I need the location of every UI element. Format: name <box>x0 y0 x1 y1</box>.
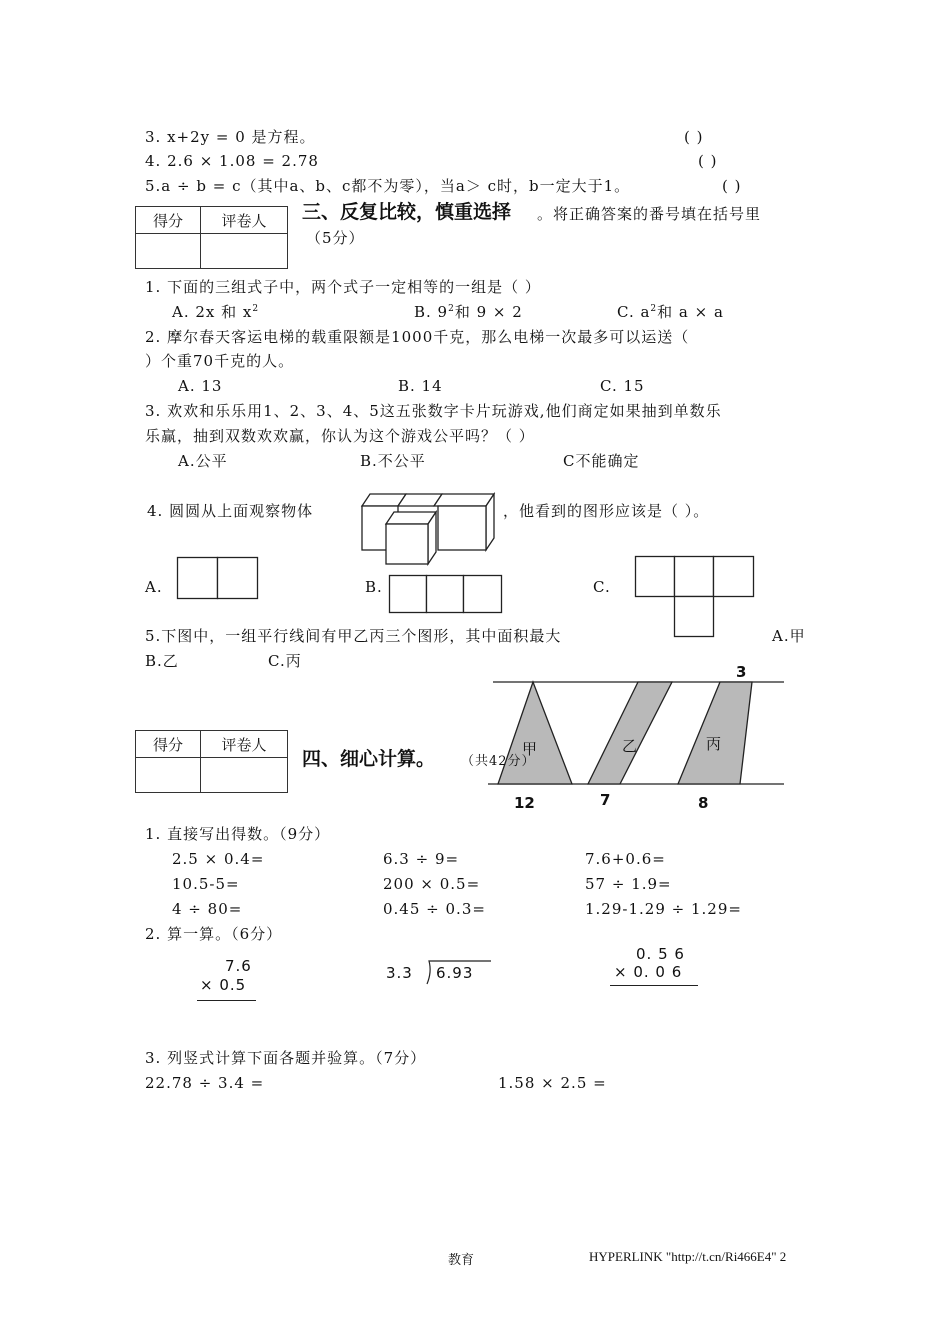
label-bottom-8: 8 <box>698 794 709 812</box>
judge-q3: 3. x+2y = 0 是方程。 <box>145 128 316 146</box>
div-divisor: 3.3 <box>386 964 413 982</box>
s4-q1-item: 0.45 ÷ 0.3= <box>383 900 486 918</box>
s3-q5-option-c: C.丙 <box>268 652 302 670</box>
s3-q4-option-b: B. <box>365 578 383 596</box>
s4-q1-item: 4 ÷ 80= <box>172 900 243 918</box>
section3-instruction: 。将正确答案的番号填在括号里 <box>537 205 762 223</box>
mult1-bottom: × 0.5 <box>200 976 247 994</box>
cubes-figure <box>358 494 498 564</box>
mult2-top: 0. 5 6 <box>636 945 685 963</box>
shape-bing <box>678 682 752 784</box>
div-dividend: 6.93 <box>436 964 474 982</box>
s4-q1-item: 200 × 0.5= <box>383 875 481 893</box>
shape-yi <box>588 682 672 784</box>
judge-q4: 4. 2.6 × 1.08 = 2.78 <box>145 152 319 170</box>
s3-q5-line1: 5.下图中，一组平行线间有甲乙丙三个图形，其中面积最大 <box>145 627 562 645</box>
s3-q2-option-c: C. 15 <box>600 377 645 395</box>
s3-q1-c-sup: 2 <box>650 304 658 314</box>
judge-q5-paren[interactable]: ( ) <box>722 177 742 195</box>
s3-q4-pre: 4. 圆圆从上面观察物体 <box>147 502 314 520</box>
score-cell[interactable] <box>136 234 201 269</box>
s4-q1-item: 6.3 ÷ 9= <box>383 850 460 868</box>
footer-hyperlink[interactable]: HYPERLINK "http://t.cn/Ri466E4" 2 <box>589 1249 787 1264</box>
section4-title: 四、细心计算。 <box>302 748 436 770</box>
s4-q1-title: 1. 直接写出得数。（9分） <box>145 825 331 843</box>
score-table-1 <box>135 206 288 269</box>
s3-q1-c-text: C. a <box>617 303 651 321</box>
s3-q4-post: ，他看到的图形应该是（ ）。 <box>503 502 710 520</box>
s3-q2-line1: 2. 摩尔春天客运电梯的载重限额是1000千克，那么电梯一次最多可以运送（ <box>145 328 690 346</box>
label-bottom-7: 7 <box>600 791 611 809</box>
s3-q1-c-rest: 和 a × a <box>657 303 724 321</box>
s4-q2-title: 2. 算一算。（6分） <box>145 925 283 943</box>
s3-q1-b-sup: 2 <box>448 304 455 314</box>
s3-q1-option-b <box>414 302 523 322</box>
label-top-3: 3 <box>736 663 747 681</box>
footer-left: 教育 <box>448 1252 475 1267</box>
judge-q4-paren[interactable]: ( ) <box>698 152 718 170</box>
s3-q1-option-c <box>617 302 724 322</box>
s4-q1-item: 1.29-1.29 ÷ 1.29= <box>585 900 742 918</box>
score-label: 得分 <box>136 731 201 758</box>
mult2-bottom: × 0. 0 6 <box>614 963 683 981</box>
s3-q2-line2: ）个重70千克的人。 <box>145 352 295 370</box>
section4-points: （共42分） <box>461 754 536 769</box>
score-table-2 <box>135 730 288 793</box>
label-bottom-12: 12 <box>514 794 535 812</box>
s3-q3-option-a: A.公平 <box>178 452 228 470</box>
s3-q1-b-rest: 和 9 × 2 <box>454 303 523 321</box>
section3-title: 三、反复比较，慎重选择 <box>302 201 512 223</box>
option-b-shape <box>389 575 503 613</box>
s4-q1-item: 2.5 × 0.4= <box>172 850 265 868</box>
label-bing: 丙 <box>706 735 722 753</box>
option-c-shape <box>635 556 755 638</box>
option-a-shape <box>177 557 259 599</box>
score-label: 得分 <box>136 207 201 234</box>
s3-q1-a-text: A. 2x 和 x <box>172 303 253 321</box>
judge-q3-paren[interactable]: ( ) <box>684 128 704 146</box>
s3-q2-option-a: A. 13 <box>178 377 223 395</box>
s4-q3-a: 22.78 ÷ 3.4 = <box>145 1074 265 1092</box>
s3-q4-option-a: A. <box>145 578 163 596</box>
s3-q3-line2: 乐赢，抽到双数欢欢赢，你认为这个游戏公平吗？（ ） <box>145 427 535 445</box>
s3-q1-a-sup: 2 <box>252 304 260 314</box>
s3-q3-option-b: B.不公平 <box>360 452 426 470</box>
s3-q1-b-text: B. 9 <box>414 303 449 321</box>
s3-q2-option-b: B. 14 <box>398 377 443 395</box>
s4-q1-item: 57 ÷ 1.9= <box>585 875 672 893</box>
s3-q1-option-a <box>172 302 259 322</box>
grader-cell[interactable] <box>201 758 288 793</box>
s3-q1-text: 1. 下面的三组式子中，两个式子一定相等的一组是（ ） <box>145 278 541 296</box>
s3-q3-line1: 3. 欢欢和乐乐用1、2、3、4、5这五张数字卡片玩游戏,他们商定如果抽到单数乐 <box>145 402 722 420</box>
mult1-line <box>197 1000 256 1001</box>
score-cell[interactable] <box>136 758 201 793</box>
s3-q5-line1-tail: A.甲 <box>772 627 806 645</box>
grader-label: 评卷人 <box>201 731 288 758</box>
s4-q1-item: 10.5-5= <box>172 875 240 893</box>
section3-points: （5分） <box>306 229 365 247</box>
label-jia: 甲 <box>522 740 538 758</box>
s4-q3-b: 1.58 × 2.5 = <box>498 1074 607 1092</box>
s4-q1-item: 7.6+0.6= <box>585 850 666 868</box>
label-yi: 乙 <box>622 737 638 755</box>
parallel-lines-figure <box>488 662 788 812</box>
s4-q3-title: 3. 列竖式计算下面各题并验算。（7分） <box>145 1049 427 1067</box>
grader-cell[interactable] <box>201 234 288 269</box>
mult1-top: 7.6 <box>225 957 252 975</box>
grader-label: 评卷人 <box>201 207 288 234</box>
mult2-line <box>610 985 698 986</box>
s3-q5-option-b: B.乙 <box>145 652 179 670</box>
s3-q4-option-c: C. <box>593 578 611 596</box>
s3-q3-option-c: C不能确定 <box>563 452 640 470</box>
judge-q5: 5.a ÷ b = c（其中a、b、c都不为零），当a＞ c时，b一定大于1。 <box>145 177 631 195</box>
